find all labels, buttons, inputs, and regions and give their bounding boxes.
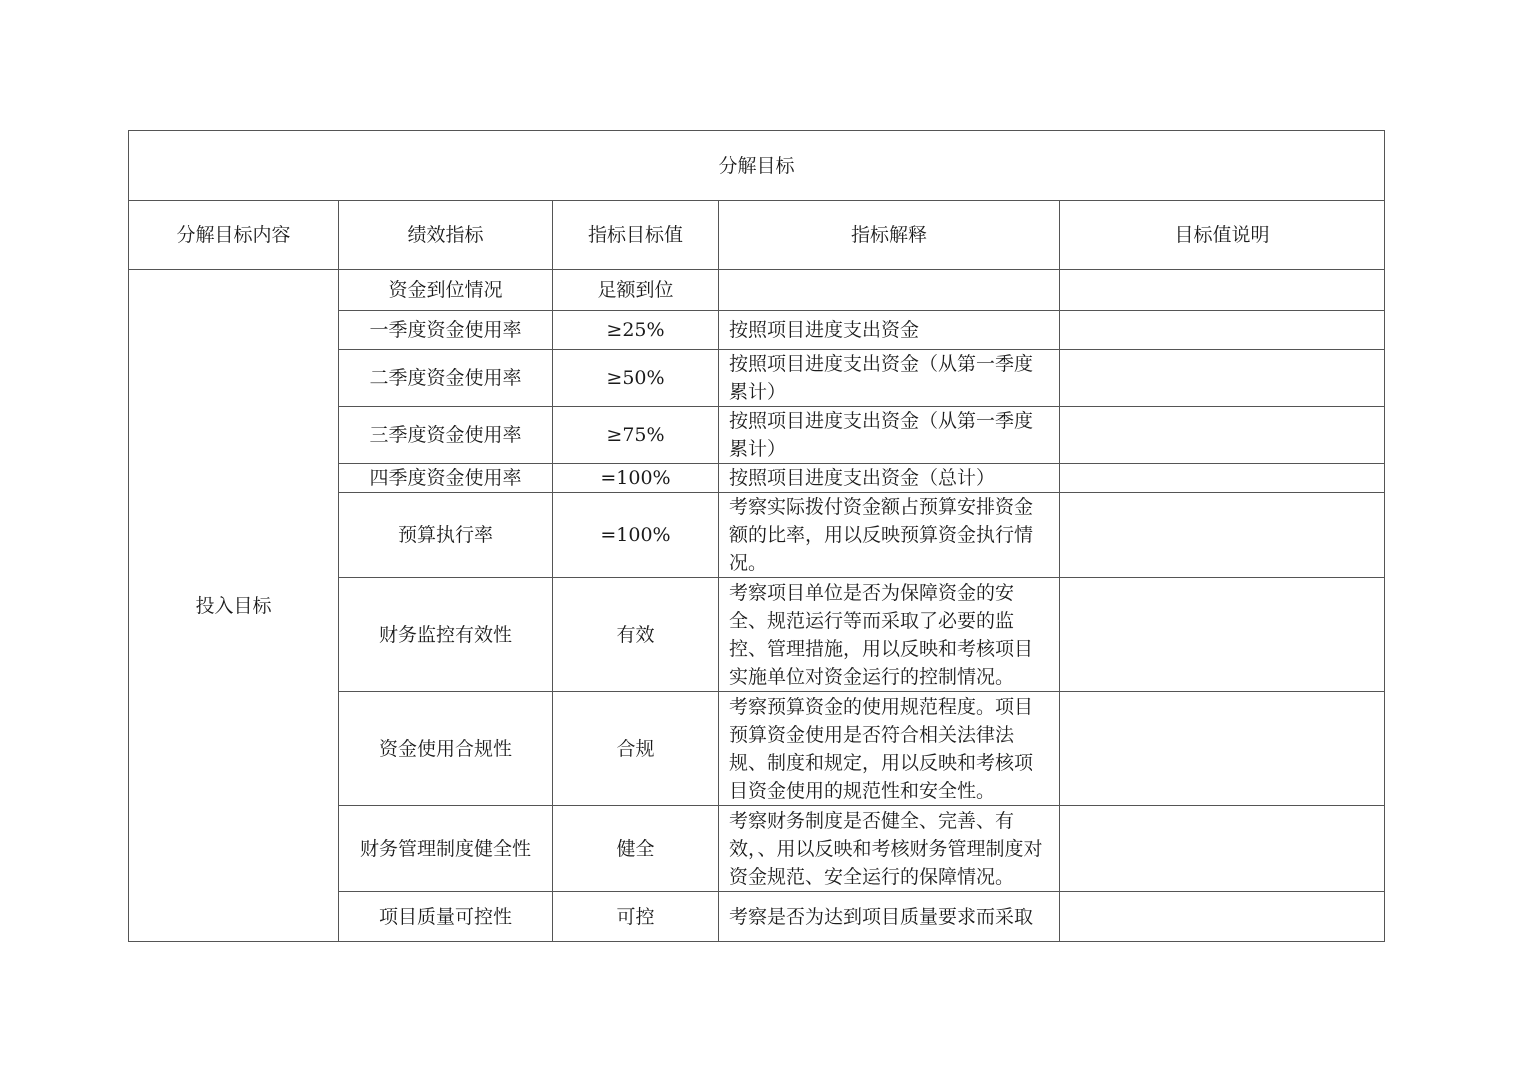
indicator-cell: 预算执行率: [339, 493, 553, 578]
table-title: 分解目标: [129, 131, 1385, 201]
note-cell: [1060, 350, 1385, 407]
indicator-cell: 三季度资金使用率: [339, 407, 553, 464]
header-target-value: 指标目标值: [553, 201, 719, 270]
target-cell: ≥75%: [553, 407, 719, 464]
indicator-cell: 一季度资金使用率: [339, 311, 553, 350]
explanation-cell: 考察预算资金的使用规范程度。项目预算资金使用是否符合相关法律法规、制度和规定，用以反映和考核项目资金使用的规范性和安全性。: [719, 692, 1060, 806]
target-cell: ≥25%: [553, 311, 719, 350]
explanation-cell: 考察是否为达到项目质量要求而采取: [719, 892, 1060, 942]
indicator-cell: 资金到位情况: [339, 270, 553, 311]
indicator-cell: 四季度资金使用率: [339, 464, 553, 493]
indicator-cell: 资金使用合规性: [339, 692, 553, 806]
note-cell: [1060, 493, 1385, 578]
explanation-cell: 按照项目进度支出资金: [719, 311, 1060, 350]
explanation-cell: 考察项目单位是否为保障资金的安全、规范运行等而采取了必要的监控、管理措施，用以反映和考核项目实施单位对资金运行的控制情况。: [719, 578, 1060, 692]
note-cell: [1060, 270, 1385, 311]
header-indicator: 绩效指标: [339, 201, 553, 270]
target-cell: =100%: [553, 493, 719, 578]
indicator-cell: 二季度资金使用率: [339, 350, 553, 407]
explanation-cell: 考察实际拨付资金额占预算安排资金额的比率，用以反映预算资金执行情况。: [719, 493, 1060, 578]
explanation-cell: 按照项目进度支出资金（从第一季度累计）: [719, 350, 1060, 407]
header-explanation: 指标解释: [719, 201, 1060, 270]
target-cell: 健全: [553, 806, 719, 892]
category-cell: 投入目标: [129, 270, 339, 942]
note-cell: [1060, 407, 1385, 464]
target-cell: =100%: [553, 464, 719, 493]
target-cell: ≥50%: [553, 350, 719, 407]
table-row: [129, 270, 1385, 311]
performance-goals-table: [128, 130, 1385, 942]
explanation-cell: 按照项目进度支出资金（从第一季度累计）: [719, 407, 1060, 464]
explanation-cell: [719, 270, 1060, 311]
explanation-cell: 按照项目进度支出资金（总计）: [719, 464, 1060, 493]
target-cell: 合规: [553, 692, 719, 806]
target-cell: 有效: [553, 578, 719, 692]
note-cell: [1060, 692, 1385, 806]
indicator-cell: 财务监控有效性: [339, 578, 553, 692]
note-cell: [1060, 892, 1385, 942]
header-target-note: 目标值说明: [1060, 201, 1385, 270]
note-cell: [1060, 806, 1385, 892]
note-cell: [1060, 464, 1385, 493]
note-cell: [1060, 311, 1385, 350]
target-cell: 足额到位: [553, 270, 719, 311]
indicator-cell: 项目质量可控性: [339, 892, 553, 942]
explanation-cell: 考察财务制度是否健全、完善、有效，、用以反映和考核财务管理制度对资金规范、安全运行的保障情况。: [719, 806, 1060, 892]
header-goal-content: 分解目标内容: [129, 201, 339, 270]
indicator-cell: 财务管理制度健全性: [339, 806, 553, 892]
note-cell: [1060, 578, 1385, 692]
target-cell: 可控: [553, 892, 719, 942]
